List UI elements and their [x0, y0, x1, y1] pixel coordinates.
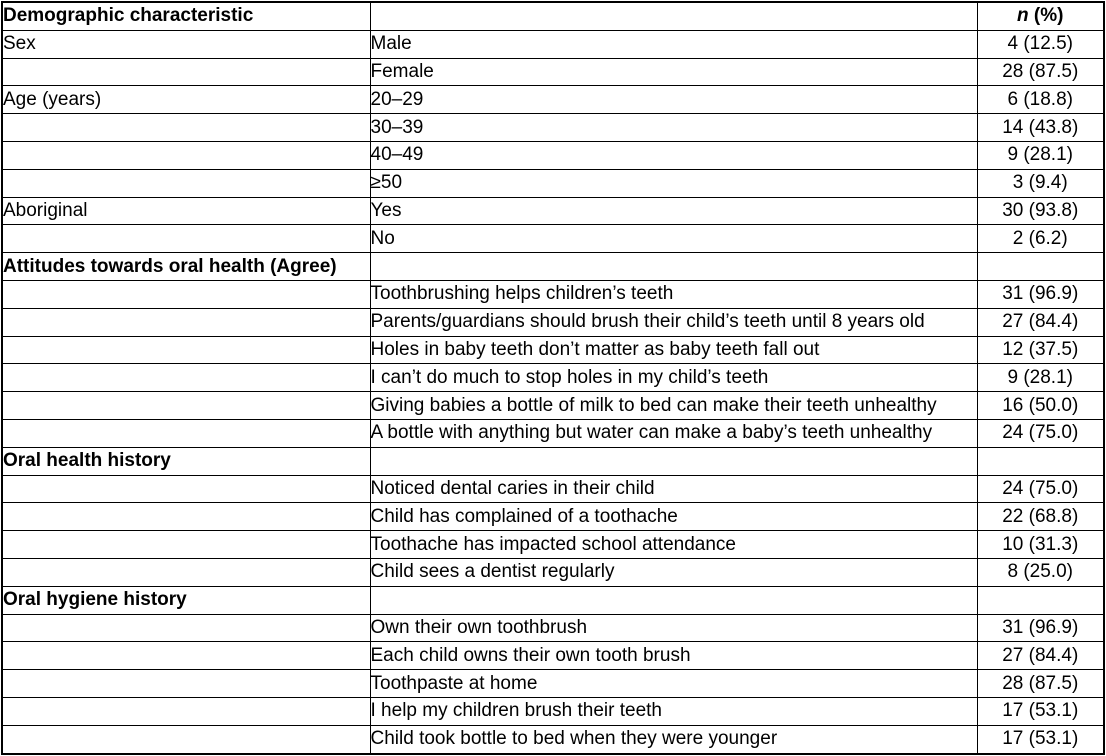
table-row	[2, 336, 1104, 364]
item-cell	[370, 253, 977, 281]
table-row	[2, 86, 1104, 114]
item-cell: A bottle with anything but water can make a baby’s teeth unhealthy	[370, 419, 977, 447]
value-cell: 8 (25.0)	[977, 558, 1104, 586]
table-row	[2, 642, 1104, 670]
characteristic-cell	[2, 141, 370, 169]
table-row	[2, 308, 1104, 336]
value-cell: 10 (31.3)	[977, 531, 1104, 559]
characteristic-cell	[2, 392, 370, 420]
value-cell: 3 (9.4)	[977, 169, 1104, 197]
table-row	[2, 280, 1104, 308]
header-empty	[370, 2, 977, 30]
item-cell: Parents/guardians should brush their child’s teeth until 8 years old	[370, 308, 977, 336]
header-characteristic: Demographic characteristic	[2, 2, 370, 30]
characteristic-cell	[2, 169, 370, 197]
characteristic-cell: Sex	[2, 30, 370, 58]
item-cell: I can’t do much to stop holes in my child’s teeth	[370, 364, 977, 392]
n-label: n	[1017, 5, 1029, 27]
item-cell: Child took bottle to bed when they were younger	[370, 725, 977, 753]
table-row	[2, 392, 1104, 420]
item-cell: ≥50	[370, 169, 977, 197]
header-n-pct	[977, 2, 1104, 30]
table-row	[2, 364, 1104, 392]
item-cell: 40–49	[370, 141, 977, 169]
value-cell	[977, 447, 1104, 475]
value-cell: 28 (87.5)	[977, 670, 1104, 698]
value-cell: 28 (87.5)	[977, 58, 1104, 86]
value-cell: 27 (84.4)	[977, 308, 1104, 336]
item-cell: I help my children brush their teeth	[370, 697, 977, 725]
item-cell	[370, 586, 977, 614]
item-cell: Noticed dental caries in their child	[370, 475, 977, 503]
table-row	[2, 114, 1104, 142]
value-cell: 9 (28.1)	[977, 141, 1104, 169]
value-cell: 16 (50.0)	[977, 392, 1104, 420]
characteristic-cell	[2, 558, 370, 586]
item-cell: 30–39	[370, 114, 977, 142]
item-cell: Child has complained of a toothache	[370, 503, 977, 531]
table-row	[2, 419, 1104, 447]
characteristic-cell	[2, 58, 370, 86]
table-row	[2, 503, 1104, 531]
value-cell: 31 (96.9)	[977, 614, 1104, 642]
characteristic-cell	[2, 364, 370, 392]
characteristic-cell: Age (years)	[2, 86, 370, 114]
characteristic-cell	[2, 308, 370, 336]
value-cell: 9 (28.1)	[977, 364, 1104, 392]
value-cell: 2 (6.2)	[977, 225, 1104, 253]
section-row	[2, 447, 1104, 475]
table-row	[2, 531, 1104, 559]
table-row	[2, 697, 1104, 725]
table-row	[2, 725, 1104, 753]
section-title-cell: Oral hygiene history	[2, 586, 370, 614]
item-cell: Toothache has impacted school attendance	[370, 531, 977, 559]
characteristic-cell: Aboriginal	[2, 197, 370, 225]
characteristic-cell	[2, 503, 370, 531]
characteristic-cell	[2, 670, 370, 698]
value-cell: 14 (43.8)	[977, 114, 1104, 142]
table-row	[2, 475, 1104, 503]
table-row	[2, 558, 1104, 586]
table-header-row	[2, 2, 1104, 30]
value-cell: 24 (75.0)	[977, 475, 1104, 503]
section-row	[2, 253, 1104, 281]
table-row	[2, 30, 1104, 58]
value-cell: 6 (18.8)	[977, 86, 1104, 114]
item-cell: Each child owns their own tooth brush	[370, 642, 977, 670]
characteristic-cell	[2, 642, 370, 670]
pct-label: (%)	[1033, 5, 1064, 27]
value-cell	[977, 586, 1104, 614]
item-cell: Own their own toothbrush	[370, 614, 977, 642]
characteristic-cell	[2, 531, 370, 559]
item-cell: Male	[370, 30, 977, 58]
characteristic-cell	[2, 725, 370, 753]
item-cell: Female	[370, 58, 977, 86]
characteristic-cell	[2, 225, 370, 253]
item-cell: No	[370, 225, 977, 253]
section-row	[2, 586, 1104, 614]
item-cell: Toothpaste at home	[370, 670, 977, 698]
table-row	[2, 225, 1104, 253]
item-cell: Yes	[370, 197, 977, 225]
characteristic-cell	[2, 697, 370, 725]
value-cell: 4 (12.5)	[977, 30, 1104, 58]
table-row	[2, 197, 1104, 225]
value-cell: 17 (53.1)	[977, 725, 1104, 753]
section-title-cell: Oral health history	[2, 447, 370, 475]
table-row	[2, 670, 1104, 698]
characteristic-cell	[2, 419, 370, 447]
section-title-cell: Attitudes towards oral health (Agree)	[2, 253, 370, 281]
value-cell: 24 (75.0)	[977, 419, 1104, 447]
demographics-table	[1, 1, 1105, 755]
item-cell: Giving babies a bottle of milk to bed can make their teeth unhealthy	[370, 392, 977, 420]
value-cell: 31 (96.9)	[977, 280, 1104, 308]
characteristic-cell	[2, 280, 370, 308]
table-row	[2, 614, 1104, 642]
value-cell: 12 (37.5)	[977, 336, 1104, 364]
characteristic-cell	[2, 614, 370, 642]
item-cell: 20–29	[370, 86, 977, 114]
characteristic-cell	[2, 475, 370, 503]
characteristic-cell	[2, 114, 370, 142]
characteristic-cell	[2, 336, 370, 364]
value-cell: 17 (53.1)	[977, 697, 1104, 725]
item-cell: Child sees a dentist regularly	[370, 558, 977, 586]
value-cell	[977, 253, 1104, 281]
value-cell: 30 (93.8)	[977, 197, 1104, 225]
value-cell: 27 (84.4)	[977, 642, 1104, 670]
table-row	[2, 169, 1104, 197]
table-row	[2, 58, 1104, 86]
value-cell: 22 (68.8)	[977, 503, 1104, 531]
table-row	[2, 141, 1104, 169]
item-cell	[370, 447, 977, 475]
item-cell: Holes in baby teeth don’t matter as baby teeth fall out	[370, 336, 977, 364]
item-cell: Toothbrushing helps children’s teeth	[370, 280, 977, 308]
